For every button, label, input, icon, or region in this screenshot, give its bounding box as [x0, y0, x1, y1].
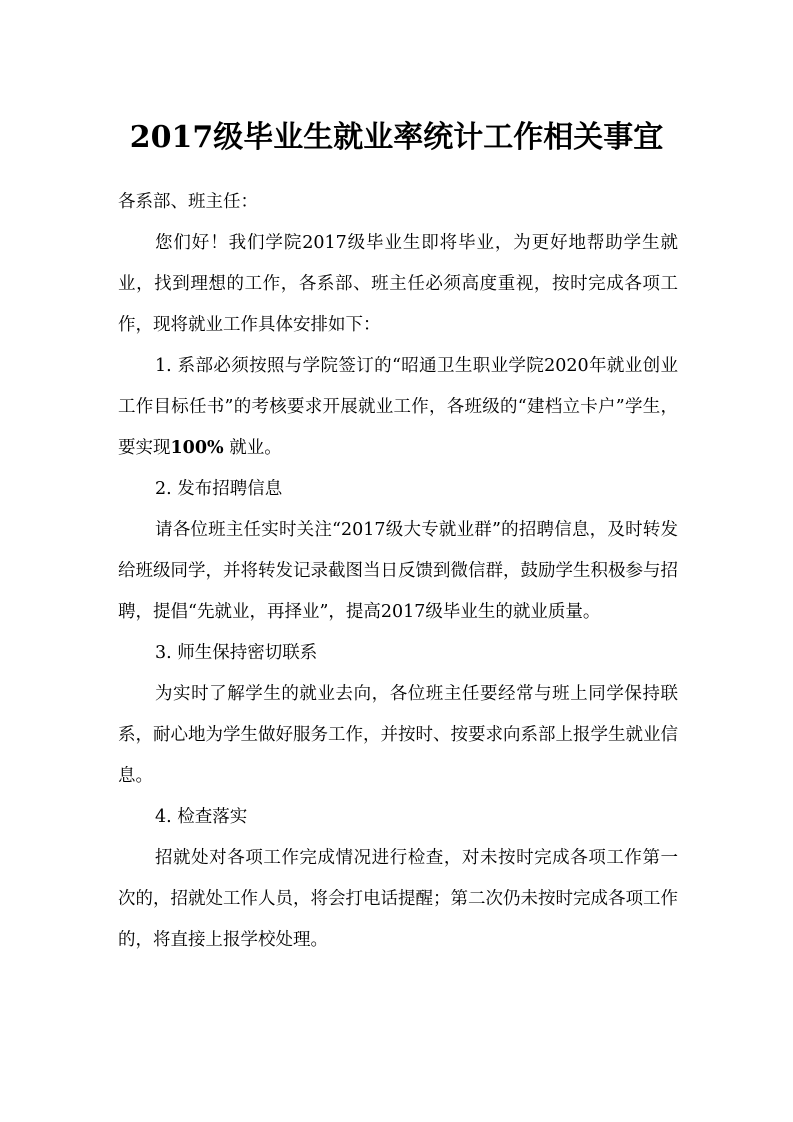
item-1-paragraph	[118, 346, 678, 469]
item-2-body: 请各位班主任实时关注“2017级大专就业群”的招聘信息，及时转发给班级同学，并将转发记录截图当日反馈到微信群，鼓励学生积极参与招聘，提倡“先就业，再择业”，提高2017级毕业生的就业质量。	[118, 520, 678, 622]
item-4-heading: 4. 检查落实	[155, 807, 248, 827]
item-2-heading: 2. 发布招聘信息	[155, 479, 283, 499]
item-1-emphasis: 100%	[170, 438, 224, 458]
salutation: 各系部、班主任：	[118, 192, 258, 212]
intro-paragraph: 您们好！我们学院2017级毕业生即将毕业，为更好地帮助学生就业，找到理想的工作，各系部、班主任必须高度重视，按时完成各项工作，现将就业工作具体安排如下：	[118, 233, 678, 335]
document-title: 2017级毕业生就业率统计工作相关事宜	[129, 120, 664, 155]
item-4-body: 招就处对各项工作完成情况进行检查，对未按时完成各项工作第一次的，招就处工作人员，将会打电话提醒；第二次仍未按时完成各项工作的，将直接上报学校处理。	[118, 848, 678, 950]
item-1-tail: 就业。	[223, 438, 282, 458]
document-body	[118, 182, 678, 961]
item-3-body: 为实时了解学生的就业去向，各位班主任要经常与班上同学保持联系，耐心地为学生做好服务工作，并按时、按要求向系部上报学生就业信息。	[118, 684, 678, 786]
item-1-text: 1. 系部必须按照与学院签订的“昭通卫生职业学院2020年就业创业工作目标任书”的考核要求开展就业工作，各班级的“建档立卡户”学生，要实现	[118, 356, 678, 458]
item-3-heading: 3. 师生保持密切联系	[155, 643, 318, 663]
